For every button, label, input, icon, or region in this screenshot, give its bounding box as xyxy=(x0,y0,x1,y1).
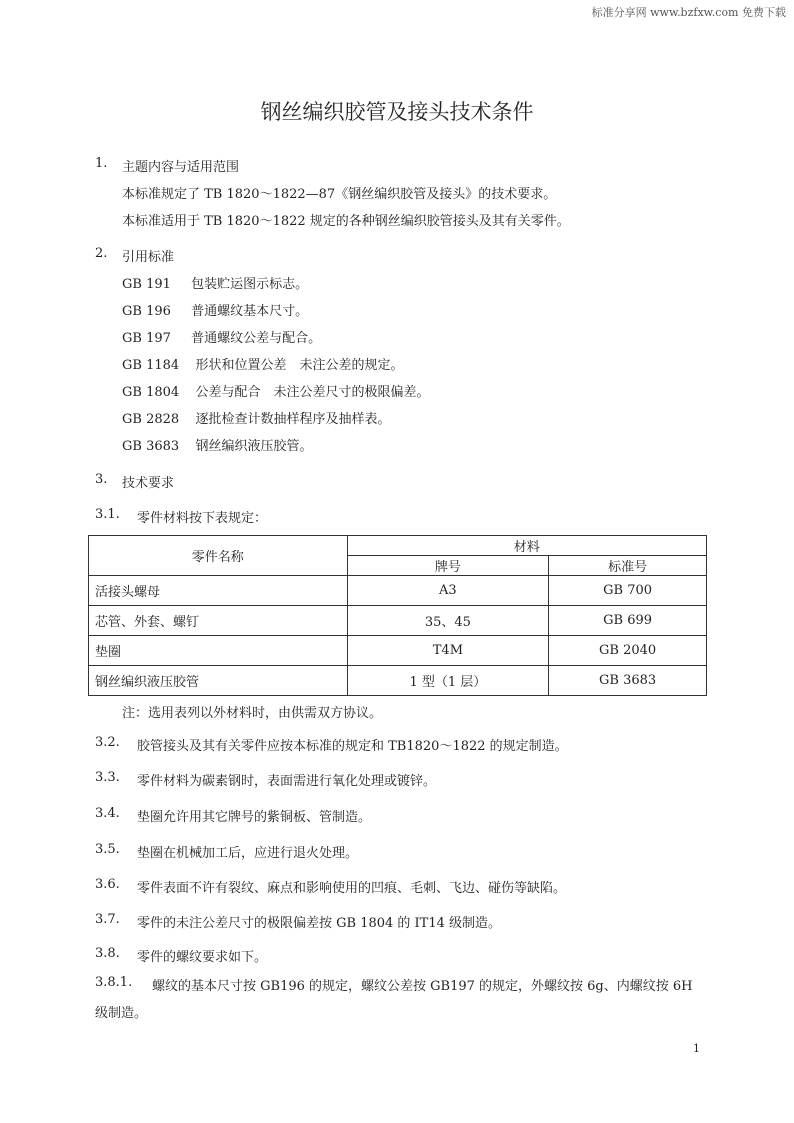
table-row xyxy=(89,576,707,606)
table-cell-grade: A3 xyxy=(347,576,549,606)
reference-code: GB 197 xyxy=(122,331,171,346)
table-header-part: 零件名称 xyxy=(89,536,348,576)
table-cell-part: 垫圈 xyxy=(89,636,348,666)
table-cell-standard: GB 3683 xyxy=(549,666,707,696)
clause-number: 3.4. xyxy=(95,806,120,821)
page-header: 标准分享网 www.bzfxw.com 免费下载 xyxy=(591,6,786,19)
table-note: 注：选用表列以外材料时，由供需双方协议。 xyxy=(122,706,383,721)
clause-text: 胶管接头及其有关零件应按本标准的规定和 TB1820～1822 的规定制造。 xyxy=(137,739,568,754)
document-title: 钢丝编织胶管及接头技术条件 xyxy=(260,100,534,124)
table-cell-part: 芯管、外套、螺钉 xyxy=(89,606,348,636)
reference-title: 逐批检查计数抽样程序及抽样表。 xyxy=(195,412,391,427)
table-cell-part: 钢丝编织液压胶管 xyxy=(89,666,348,696)
section-1-heading: 主题内容与适用范围 xyxy=(122,160,240,175)
subclause-text-line-1: 螺纹的基本尺寸按 GB196 的规定，螺纹公差按 GB197 的规定，外螺纹按 6g、内螺纹按 6H xyxy=(152,979,693,994)
reference-item xyxy=(122,327,321,346)
clause-number: 3.3. xyxy=(95,770,120,785)
table-cell-part: 活接头螺母 xyxy=(89,576,348,606)
table-header-material: 材料 xyxy=(347,536,706,556)
page-number: 1 xyxy=(693,1042,700,1055)
section-2-number: 2. xyxy=(95,246,108,261)
clause-text: 零件材料为碳素钢时，表面需进行氧化处理或镀锌。 xyxy=(137,774,437,789)
section-1-paragraph-1: 本标准规定了 TB 1820～1822—87《钢丝编织胶管及接头》的技术要求。 xyxy=(122,187,557,202)
subclause-number: 3.8.1. xyxy=(95,975,133,990)
clause-text: 零件的螺纹要求如下。 xyxy=(137,950,268,965)
clause-number: 3.2. xyxy=(95,735,120,750)
clause-number: 3.1. xyxy=(95,507,120,522)
section-1-number: 1. xyxy=(95,156,108,171)
reference-title: 包装贮运图示标志。 xyxy=(191,277,309,292)
clause-number: 3.8. xyxy=(95,946,120,961)
clause-text: 垫圈在机械加工后，应进行退火处理。 xyxy=(137,846,359,861)
table-row xyxy=(89,606,707,636)
clause-text: 零件的未注公差尺寸的极限偏差按 GB 1804 的 IT14 级制造。 xyxy=(137,916,502,931)
table-cell-standard: GB 699 xyxy=(549,606,707,636)
reference-code: GB 1184 xyxy=(122,358,180,373)
table-header-standard: 标准号 xyxy=(549,556,707,576)
section-1-paragraph-2: 本标准适用于 TB 1820～1822 规定的各种钢丝编织胶管接头及其有关零件。 xyxy=(122,214,570,229)
reference-code: GB 191 xyxy=(122,277,171,292)
reference-item xyxy=(122,300,308,319)
reference-title: 公差与配合 未注公差尺寸的极限偏差。 xyxy=(195,385,430,400)
clause-text: 垫圈允许用其它牌号的紫铜板、管制造。 xyxy=(137,810,372,825)
section-2-heading: 引用标准 xyxy=(122,250,175,265)
reference-item xyxy=(122,435,312,454)
clause-number: 3.5. xyxy=(95,842,120,857)
subclause-text-line-2: 级制造。 xyxy=(95,1006,148,1021)
reference-code: GB 3683 xyxy=(122,439,180,454)
table-cell-standard: GB 700 xyxy=(549,576,707,606)
clause-text: 零件材料按下表规定： xyxy=(137,511,268,526)
table-cell-grade: 1 型（1 层） xyxy=(347,666,549,696)
materials-table xyxy=(88,535,707,696)
clause-number: 3.7. xyxy=(95,912,120,927)
table-row xyxy=(89,666,707,696)
clause-number: 3.6. xyxy=(95,877,120,892)
table-row xyxy=(89,636,707,666)
reference-code: GB 1804 xyxy=(122,385,180,400)
reference-code: GB 196 xyxy=(122,304,171,319)
reference-code: GB 2828 xyxy=(122,412,180,427)
reference-item xyxy=(122,381,429,400)
reference-title: 钢丝编织液压胶管。 xyxy=(195,439,313,454)
section-3-heading: 技术要求 xyxy=(122,476,175,491)
table-cell-grade: 35、45 xyxy=(347,606,549,636)
section-3-number: 3. xyxy=(95,472,108,487)
reference-item xyxy=(122,354,403,373)
reference-item xyxy=(122,273,308,292)
table-cell-grade: T4M xyxy=(347,636,549,666)
reference-item xyxy=(122,408,390,427)
reference-title: 普通螺纹基本尺寸。 xyxy=(191,304,309,319)
clause-text: 零件表面不许有裂纹、麻点和影响使用的凹痕、毛刺、飞边、碰伤等缺陷。 xyxy=(137,881,567,896)
table-header-grade: 牌号 xyxy=(347,556,549,576)
reference-title: 形状和位置公差 未注公差的规定。 xyxy=(195,358,404,373)
table-cell-standard: GB 2040 xyxy=(549,636,707,666)
reference-title: 普通螺纹公差与配合。 xyxy=(191,331,322,346)
